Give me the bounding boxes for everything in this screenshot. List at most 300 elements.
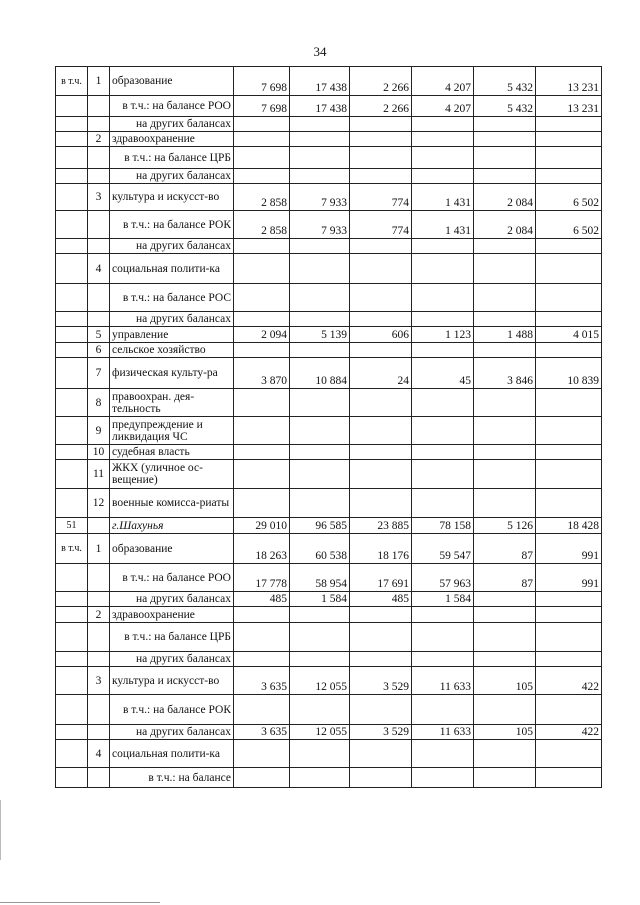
value-cell xyxy=(290,460,350,489)
table-row xyxy=(56,211,602,239)
value-cell: 45 xyxy=(412,358,474,389)
table-row xyxy=(56,652,602,667)
row-number xyxy=(88,96,110,117)
value-cell xyxy=(536,343,602,358)
value-cell xyxy=(412,768,474,788)
value-cell: 59 547 xyxy=(412,534,474,564)
value-cell: 96 585 xyxy=(290,518,350,534)
table-row xyxy=(56,740,602,768)
value-cell xyxy=(474,740,536,768)
value-cell: 774 xyxy=(350,211,412,239)
value-cell: 3 635 xyxy=(234,725,290,740)
value-cell xyxy=(412,117,474,132)
row-prefix xyxy=(56,117,88,132)
value-cell: 13 231 xyxy=(536,96,602,117)
value-cell: 606 xyxy=(350,327,412,343)
value-cell xyxy=(234,254,290,284)
value-cell xyxy=(474,623,536,652)
value-cell xyxy=(412,460,474,489)
value-cell: 2 858 xyxy=(234,184,290,211)
table-row xyxy=(56,358,602,389)
value-cell xyxy=(474,239,536,254)
row-prefix xyxy=(56,96,88,117)
value-cell xyxy=(536,117,602,132)
value-cell xyxy=(234,284,290,312)
value-cell xyxy=(350,239,412,254)
value-cell: 24 xyxy=(350,358,412,389)
value-cell xyxy=(412,147,474,169)
value-cell xyxy=(412,607,474,623)
row-label: военные комисса-риаты xyxy=(110,489,234,518)
value-cell xyxy=(290,389,350,417)
table-row xyxy=(56,284,602,312)
value-cell xyxy=(412,239,474,254)
value-cell: 3 529 xyxy=(350,725,412,740)
row-label: на других балансах xyxy=(110,725,234,740)
value-cell xyxy=(474,460,536,489)
value-cell: 17 438 xyxy=(290,67,350,96)
value-cell: 5 126 xyxy=(474,518,536,534)
value-cell xyxy=(350,740,412,768)
value-cell: 2 266 xyxy=(350,67,412,96)
value-cell xyxy=(234,417,290,445)
value-cell xyxy=(234,460,290,489)
value-cell xyxy=(290,132,350,147)
row-number xyxy=(88,592,110,607)
table-body xyxy=(56,67,602,788)
value-cell: 422 xyxy=(536,725,602,740)
row-label: на других балансах xyxy=(110,117,234,132)
row-prefix xyxy=(56,623,88,652)
value-cell xyxy=(536,312,602,327)
value-cell xyxy=(412,169,474,184)
value-cell xyxy=(290,239,350,254)
value-cell: 12 055 xyxy=(290,667,350,695)
table-row xyxy=(56,389,602,417)
row-prefix xyxy=(56,489,88,518)
value-cell: 3 635 xyxy=(234,667,290,695)
value-cell: 6 502 xyxy=(536,211,602,239)
value-cell xyxy=(536,147,602,169)
row-prefix xyxy=(56,184,88,211)
value-cell xyxy=(474,417,536,445)
value-cell xyxy=(350,312,412,327)
value-cell xyxy=(474,445,536,460)
value-cell xyxy=(350,695,412,725)
row-label: в т.ч.: на балансе РОС xyxy=(110,284,234,312)
value-cell: 87 xyxy=(474,534,536,564)
value-cell xyxy=(536,740,602,768)
row-label: г.Шахунья xyxy=(110,518,234,534)
row-number xyxy=(88,147,110,169)
value-cell xyxy=(234,147,290,169)
row-number: 5 xyxy=(88,327,110,343)
value-cell xyxy=(350,417,412,445)
value-cell xyxy=(474,169,536,184)
row-label: в т.ч.: на балансе ЦРБ xyxy=(110,147,234,169)
row-label: предупреждение и ликвидация ЧС xyxy=(110,417,234,445)
value-cell xyxy=(474,389,536,417)
row-prefix xyxy=(56,768,88,788)
value-cell xyxy=(412,740,474,768)
row-label: здравоохранение xyxy=(110,132,234,147)
row-number xyxy=(88,211,110,239)
value-cell: 10 884 xyxy=(290,358,350,389)
table-row xyxy=(56,445,602,460)
value-cell xyxy=(474,652,536,667)
value-cell xyxy=(412,254,474,284)
row-prefix: в т.ч. xyxy=(56,534,88,564)
value-cell xyxy=(350,607,412,623)
value-cell xyxy=(234,169,290,184)
row-label: в т.ч.: на балансе РОО xyxy=(110,564,234,592)
row-number: 6 xyxy=(88,343,110,358)
value-cell xyxy=(536,652,602,667)
row-label: образование xyxy=(110,534,234,564)
value-cell: 4 207 xyxy=(412,96,474,117)
row-prefix xyxy=(56,725,88,740)
row-label: культура и искусст-во xyxy=(110,667,234,695)
row-prefix xyxy=(56,652,88,667)
row-number: 9 xyxy=(88,417,110,445)
value-cell xyxy=(536,607,602,623)
row-label: социальная полити-ка xyxy=(110,740,234,768)
value-cell: 18 263 xyxy=(234,534,290,564)
page-number: 34 xyxy=(313,44,327,59)
row-label: социальная полити-ка xyxy=(110,254,234,284)
row-number xyxy=(88,169,110,184)
row-label: культура и искусст-во xyxy=(110,184,234,211)
row-label: на других балансах xyxy=(110,652,234,667)
table-row xyxy=(56,592,602,607)
value-cell xyxy=(290,768,350,788)
value-cell xyxy=(412,652,474,667)
value-cell: 18 428 xyxy=(536,518,602,534)
row-number xyxy=(88,518,110,534)
table-row xyxy=(56,623,602,652)
value-cell xyxy=(474,254,536,284)
table-row xyxy=(56,117,602,132)
row-prefix xyxy=(56,445,88,460)
value-cell: 1 488 xyxy=(474,327,536,343)
value-cell: 60 538 xyxy=(290,534,350,564)
value-cell: 58 954 xyxy=(290,564,350,592)
table-row xyxy=(56,725,602,740)
row-label: в т.ч.: на балансе ЦРБ xyxy=(110,623,234,652)
value-cell xyxy=(412,312,474,327)
value-cell xyxy=(474,132,536,147)
scan-bottom-line xyxy=(0,902,160,903)
row-prefix xyxy=(56,211,88,239)
value-cell xyxy=(474,768,536,788)
value-cell: 5 432 xyxy=(474,67,536,96)
value-cell xyxy=(234,343,290,358)
value-cell: 485 xyxy=(350,592,412,607)
value-cell xyxy=(474,343,536,358)
value-cell xyxy=(474,592,536,607)
value-cell xyxy=(290,623,350,652)
value-cell: 2 266 xyxy=(350,96,412,117)
value-cell: 5 139 xyxy=(290,327,350,343)
value-cell xyxy=(412,389,474,417)
row-number xyxy=(88,725,110,740)
table-row xyxy=(56,184,602,211)
table-row xyxy=(56,607,602,623)
table-row xyxy=(56,96,602,117)
row-prefix xyxy=(56,358,88,389)
value-cell xyxy=(350,652,412,667)
row-number: 7 xyxy=(88,358,110,389)
value-cell xyxy=(290,652,350,667)
value-cell xyxy=(474,695,536,725)
value-cell xyxy=(234,695,290,725)
table-row xyxy=(56,239,602,254)
row-label: в т.ч.: на балансе РОО xyxy=(110,96,234,117)
row-prefix xyxy=(56,343,88,358)
value-cell: 4 015 xyxy=(536,327,602,343)
row-number: 11 xyxy=(88,460,110,489)
row-number xyxy=(88,768,110,788)
row-prefix xyxy=(56,147,88,169)
table-row xyxy=(56,489,602,518)
row-prefix xyxy=(56,607,88,623)
value-cell xyxy=(474,284,536,312)
value-cell xyxy=(474,607,536,623)
table-row xyxy=(56,67,602,96)
value-cell xyxy=(536,592,602,607)
table-row xyxy=(56,667,602,695)
value-cell: 3 846 xyxy=(474,358,536,389)
row-label: на других балансах xyxy=(110,169,234,184)
value-cell xyxy=(234,607,290,623)
value-cell: 12 055 xyxy=(290,725,350,740)
table-row xyxy=(56,132,602,147)
table-row xyxy=(56,417,602,445)
value-cell xyxy=(350,343,412,358)
row-number xyxy=(88,564,110,592)
scan-edge-mark xyxy=(0,800,5,860)
row-prefix xyxy=(56,564,88,592)
value-cell xyxy=(536,132,602,147)
value-cell xyxy=(290,284,350,312)
row-number: 3 xyxy=(88,184,110,211)
row-number: 2 xyxy=(88,607,110,623)
row-prefix xyxy=(56,460,88,489)
value-cell xyxy=(350,254,412,284)
value-cell xyxy=(412,132,474,147)
row-prefix xyxy=(56,740,88,768)
value-cell: 18 176 xyxy=(350,534,412,564)
value-cell xyxy=(350,147,412,169)
row-prefix xyxy=(56,254,88,284)
row-label: ЖКХ (уличное ос-вещение) xyxy=(110,460,234,489)
value-cell xyxy=(290,445,350,460)
value-cell xyxy=(536,284,602,312)
value-cell xyxy=(350,389,412,417)
value-cell xyxy=(412,489,474,518)
value-cell xyxy=(536,239,602,254)
row-number: 1 xyxy=(88,67,110,96)
row-number xyxy=(88,623,110,652)
value-cell: 991 xyxy=(536,534,602,564)
row-prefix xyxy=(56,667,88,695)
value-cell: 5 432 xyxy=(474,96,536,117)
row-label: в т.ч.: на балансе РОК xyxy=(110,211,234,239)
row-label: в т.ч.: на балансе РОК xyxy=(110,695,234,725)
row-number xyxy=(88,652,110,667)
row-number: 4 xyxy=(88,254,110,284)
value-cell: 1 431 xyxy=(412,211,474,239)
value-cell: 13 231 xyxy=(536,67,602,96)
row-label: на других балансах xyxy=(110,239,234,254)
value-cell: 3 529 xyxy=(350,667,412,695)
value-cell: 17 691 xyxy=(350,564,412,592)
value-cell: 1 123 xyxy=(412,327,474,343)
value-cell xyxy=(474,489,536,518)
value-cell: 2 084 xyxy=(474,211,536,239)
row-number: 8 xyxy=(88,389,110,417)
value-cell: 4 207 xyxy=(412,67,474,96)
value-cell xyxy=(234,389,290,417)
value-cell xyxy=(234,768,290,788)
row-label: правоохран. дея-тельность xyxy=(110,389,234,417)
row-label: сельское хозяйство xyxy=(110,343,234,358)
row-number xyxy=(88,117,110,132)
table-row xyxy=(56,312,602,327)
table-row xyxy=(56,343,602,358)
value-cell xyxy=(474,147,536,169)
table-row xyxy=(56,254,602,284)
value-cell: 2 094 xyxy=(234,327,290,343)
row-number: 2 xyxy=(88,132,110,147)
value-cell: 422 xyxy=(536,667,602,695)
value-cell: 105 xyxy=(474,667,536,695)
value-cell: 17 438 xyxy=(290,96,350,117)
table-row xyxy=(56,518,602,534)
row-number xyxy=(88,312,110,327)
value-cell: 3 870 xyxy=(234,358,290,389)
row-label: здравоохранение xyxy=(110,607,234,623)
row-number: 1 xyxy=(88,534,110,564)
table-row xyxy=(56,460,602,489)
value-cell xyxy=(290,254,350,284)
value-cell xyxy=(536,460,602,489)
value-cell xyxy=(350,132,412,147)
value-cell xyxy=(474,312,536,327)
row-label: на других балансах xyxy=(110,312,234,327)
value-cell: 29 010 xyxy=(234,518,290,534)
value-cell: 6 502 xyxy=(536,184,602,211)
value-cell xyxy=(536,489,602,518)
table-row xyxy=(56,695,602,725)
value-cell: 7 698 xyxy=(234,96,290,117)
row-label: на других балансах xyxy=(110,592,234,607)
row-number: 4 xyxy=(88,740,110,768)
table-row xyxy=(56,147,602,169)
row-prefix xyxy=(56,695,88,725)
value-cell xyxy=(350,169,412,184)
value-cell xyxy=(234,239,290,254)
value-cell xyxy=(234,117,290,132)
value-cell: 2 858 xyxy=(234,211,290,239)
value-cell xyxy=(350,768,412,788)
value-cell: 57 963 xyxy=(412,564,474,592)
value-cell xyxy=(350,284,412,312)
value-cell xyxy=(536,169,602,184)
value-cell: 23 885 xyxy=(350,518,412,534)
value-cell xyxy=(536,768,602,788)
value-cell xyxy=(350,460,412,489)
value-cell: 78 158 xyxy=(412,518,474,534)
row-number: 12 xyxy=(88,489,110,518)
budget-table xyxy=(55,66,602,788)
value-cell: 11 633 xyxy=(412,667,474,695)
row-label: управление xyxy=(110,327,234,343)
table-row xyxy=(56,768,602,788)
value-cell xyxy=(290,343,350,358)
value-cell: 1 584 xyxy=(412,592,474,607)
value-cell xyxy=(290,489,350,518)
value-cell xyxy=(350,117,412,132)
value-cell xyxy=(234,445,290,460)
row-number xyxy=(88,284,110,312)
value-cell xyxy=(350,445,412,460)
value-cell: 774 xyxy=(350,184,412,211)
value-cell xyxy=(234,740,290,768)
value-cell xyxy=(290,740,350,768)
value-cell: 87 xyxy=(474,564,536,592)
value-cell xyxy=(290,147,350,169)
value-cell: 1 431 xyxy=(412,184,474,211)
value-cell xyxy=(412,695,474,725)
row-prefix: 51 xyxy=(56,518,88,534)
value-cell xyxy=(234,489,290,518)
row-prefix xyxy=(56,312,88,327)
value-cell xyxy=(290,312,350,327)
value-cell: 485 xyxy=(234,592,290,607)
value-cell xyxy=(474,117,536,132)
row-number: 10 xyxy=(88,445,110,460)
value-cell xyxy=(234,623,290,652)
value-cell xyxy=(412,623,474,652)
table-row xyxy=(56,564,602,592)
value-cell xyxy=(290,607,350,623)
row-label: физическая культу-ра xyxy=(110,358,234,389)
value-cell xyxy=(350,623,412,652)
row-prefix: в т.ч. xyxy=(56,67,88,96)
value-cell: 10 839 xyxy=(536,358,602,389)
value-cell: 7 933 xyxy=(290,184,350,211)
table-row xyxy=(56,327,602,343)
value-cell xyxy=(290,117,350,132)
row-label: образование xyxy=(110,67,234,96)
value-cell xyxy=(536,623,602,652)
row-number xyxy=(88,239,110,254)
value-cell xyxy=(290,695,350,725)
row-prefix xyxy=(56,169,88,184)
value-cell xyxy=(536,695,602,725)
value-cell xyxy=(412,343,474,358)
row-prefix xyxy=(56,132,88,147)
value-cell xyxy=(536,254,602,284)
value-cell xyxy=(350,489,412,518)
table-row xyxy=(56,534,602,564)
row-prefix xyxy=(56,239,88,254)
value-cell: 17 778 xyxy=(234,564,290,592)
value-cell xyxy=(412,445,474,460)
row-prefix xyxy=(56,327,88,343)
row-prefix xyxy=(56,417,88,445)
